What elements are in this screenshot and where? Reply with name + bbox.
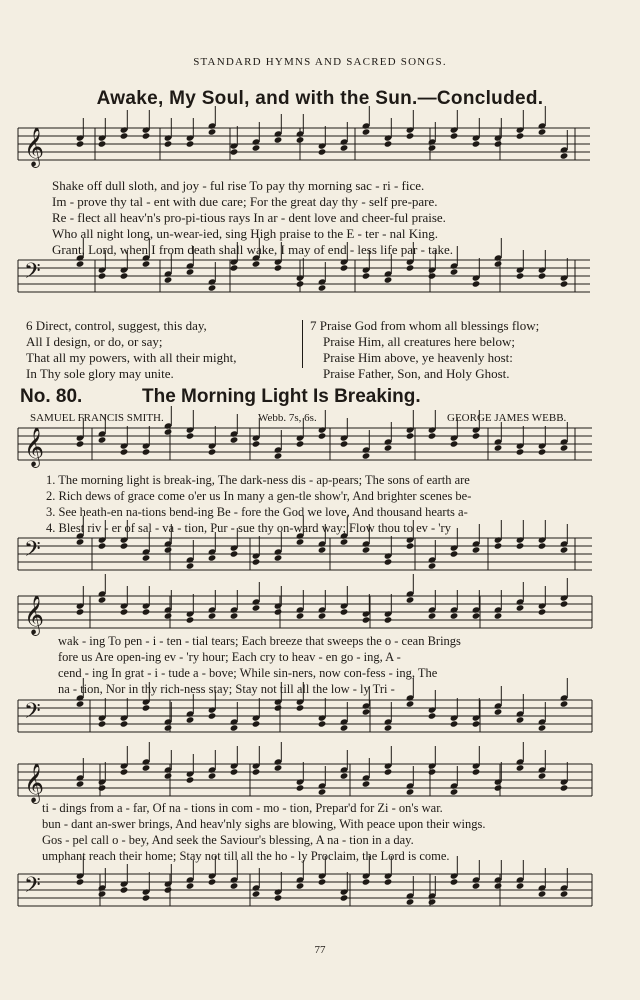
notehead [362,128,371,135]
lyric-line: Im - prove thy tal - ent with due care; For the great day thy - self pre-pare. [52,194,438,209]
notehead [252,440,261,447]
notehead [318,148,327,155]
notehead [318,878,327,885]
treble-clef-icon: 𝄞 [24,127,45,167]
verses-left [26,318,237,382]
notehead [362,616,371,623]
notehead [472,432,481,439]
notehead [560,152,569,159]
notehead [450,440,459,447]
notehead [296,784,305,791]
notehead [164,276,173,283]
notehead [340,772,349,779]
notehead [494,260,503,267]
notehead [252,260,261,267]
notehead [406,542,415,549]
notehead [98,720,107,727]
notehead [76,538,85,545]
lyric-line: umphant reach their home; Stay not till all the ho - ly Proclaim, the Lord is come. [42,849,450,863]
notehead [208,128,217,135]
notehead [76,140,85,147]
notehead [76,260,85,267]
notehead [208,448,217,455]
notehead [274,764,283,771]
notehead [538,448,547,455]
notehead [318,546,327,553]
notehead [296,538,305,545]
notehead [472,280,481,287]
lyric-line: ti - dings from a - far, Of na - tions in com - mo - tion, Prepar'd for Zi - on's war. [42,801,443,815]
lyric-line: fore us Are open-ing ev - 'ry hour; Each cry to heav - en go - ing, A - [58,650,401,664]
notehead [318,432,327,439]
lyric-line: Grant, Lord, when I from death shall wake, I may of end - less life par - take. [52,242,454,257]
notehead [98,542,107,549]
treble-clef-icon: 𝄞 [24,427,45,467]
bass-clef-icon: 𝄢 [24,259,41,289]
notehead [274,704,283,711]
notehead [560,700,569,707]
lyric-line: wak - ing To pen - i - ten - tial tears; Each breeze that sweeps the o - cean Brings [58,634,461,648]
notehead [516,716,525,723]
notehead [428,898,437,905]
verse-line: Praise Him above, ye heavenly host: [323,350,513,365]
notehead [428,432,437,439]
notehead [494,542,503,549]
notehead [384,444,393,451]
notehead [406,788,415,795]
running-header: STANDARD HYMNS AND SACRED SONGS. [193,56,447,68]
notehead [208,878,217,885]
notehead [164,140,173,147]
notehead [98,272,107,279]
notehead [384,616,393,623]
notehead [560,890,569,897]
notehead [164,546,173,553]
notehead [142,704,151,711]
bass-clef-icon: 𝄢 [24,699,41,729]
notehead [186,716,195,723]
notehead [472,546,481,553]
notehead [98,784,107,791]
notehead [428,712,437,719]
lyric-line: 2. Rich dews of grace come o'er us In many a gen-tle show'r, And brighter scenes be- [46,489,472,503]
notehead [318,720,327,727]
notehead [230,264,239,271]
notehead [142,764,151,771]
notehead [560,784,569,791]
notehead [450,720,459,727]
notehead [208,554,217,561]
notehead [406,432,415,439]
notehead [164,886,173,893]
lyric-line: Gos - pel call o - bey, And seek the Saviour's blessing, A na - tion in a day. [42,833,414,847]
notehead [450,612,459,619]
notehead [516,132,525,139]
notehead [120,720,129,727]
notehead [230,768,239,775]
notehead [472,768,481,775]
notehead [98,890,107,897]
notehead [164,724,173,731]
notehead [384,724,393,731]
notehead [296,882,305,889]
lyric-line: na - tion, Nor in thy rich-ness stay; Stay not till all the low - ly Tri - [58,682,395,696]
treble-clef-icon: 𝄞 [24,763,45,803]
notehead [274,136,283,143]
notehead [98,140,107,147]
notehead [76,700,85,707]
notehead [120,768,129,775]
notehead [230,882,239,889]
notehead [494,708,503,715]
notehead [516,272,525,279]
notehead [186,616,195,623]
notehead [318,612,327,619]
bass-clef-icon: 𝄢 [24,537,41,567]
notehead [494,140,503,147]
notehead [252,890,261,897]
notehead [384,140,393,147]
verse-line: Praise Him, all creatures here below; [323,334,516,349]
lyric-line: 3. See heath-en na-tions bend-ing Be - fore the God we love, And thousand hearts a- [46,505,468,519]
notehead [98,596,107,603]
hymn-author: SAMUEL FRANCIS SMITH. [30,412,164,424]
notehead [384,768,393,775]
notehead [186,140,195,147]
notehead [230,612,239,619]
notehead [274,452,283,459]
hymn-number: No. 80. [20,386,83,407]
notehead [186,432,195,439]
verse-divider [302,320,303,368]
notehead [252,720,261,727]
notehead [362,546,371,553]
notehead [428,768,437,775]
hymn-composer: GEORGE JAMES WEBB. [447,412,567,424]
notehead [406,700,415,707]
notehead [230,436,239,443]
notehead [538,890,547,897]
notehead [560,444,569,451]
page-number: 77 [314,944,326,956]
notehead [230,724,239,731]
notehead [318,284,327,291]
lyric-line: Who all night long, un-wear-ied, sing High praise to the E - ter - nal King. [52,226,439,241]
hymn-tune: Webb. 7s, 6s. [258,412,317,424]
notehead [538,542,547,549]
notehead [472,882,481,889]
notehead [428,612,437,619]
notehead [538,608,547,615]
notehead [494,612,503,619]
notehead [252,604,261,611]
notehead [274,264,283,271]
verse-line: Praise Father, Son, and Holy Ghost. [323,366,510,381]
notehead [362,708,371,715]
notehead [186,776,195,783]
notehead [142,132,151,139]
notehead [164,428,173,435]
notehead [274,554,283,561]
hymn2-system1-lyrics [46,472,471,536]
notehead [208,284,217,291]
lyric-line: 1. The morning light is break-ing, The dark-ness dis - ap-pears; The sons of earth are [46,473,470,487]
notehead [560,546,569,553]
verse-line: That all my powers, with all their might, [26,350,237,365]
notehead [516,604,525,611]
notehead [340,724,349,731]
notehead [428,272,437,279]
lyric-line: 4. Blest riv - er of sal - va - tion, Pur - sue thy on-ward way; Flow thou to ev - 'ry [46,521,451,535]
notehead [538,772,547,779]
notehead [428,144,437,151]
notehead [164,772,173,779]
notehead [164,612,173,619]
notehead [142,448,151,455]
notehead [76,440,85,447]
lyric-line: Shake off dull sloth, and joy - ful rise To pay thy morning sac - ri - fice. [52,178,425,193]
notehead [450,268,459,275]
notehead [120,448,129,455]
notehead [362,452,371,459]
hymn2-system2-lyrics [58,633,461,697]
verse-line: 6 Direct, control, suggest, this day, [26,318,207,333]
notehead [560,600,569,607]
lyric-line: Re - flect all heav'n's pro-pi-tious rays In ar - dent love and cheer-ful praise. [52,210,446,225]
notehead [142,260,151,267]
notehead [538,272,547,279]
notehead [186,268,195,275]
notehead [340,144,349,151]
hymn-title-awake: Awake, My Soul, and with the Sun.—Concluded. [96,88,544,109]
notehead [252,144,261,151]
notehead [142,608,151,615]
notehead [560,280,569,287]
notehead [296,136,305,143]
notehead [340,894,349,901]
notehead [406,264,415,271]
verses-right [310,318,539,382]
notehead [76,608,85,615]
notehead [274,894,283,901]
notehead [208,612,217,619]
notehead [208,772,217,779]
treble-clef-icon: 𝄞 [24,595,45,635]
notehead [494,444,503,451]
notehead [384,558,393,565]
notehead [406,596,415,603]
notehead [230,148,239,155]
notehead [450,132,459,139]
notehead [340,608,349,615]
verse-line: All I design, or do, or say; [26,334,163,349]
notehead [516,542,525,549]
notehead [494,784,503,791]
notehead [318,788,327,795]
notehead [208,712,217,719]
notehead [450,878,459,885]
notehead [120,542,129,549]
notehead [296,440,305,447]
notehead [384,878,393,885]
bass-clef-icon: 𝄢 [24,873,41,903]
notehead [472,612,481,619]
notehead [516,764,525,771]
notehead [340,440,349,447]
notehead [516,882,525,889]
notehead [76,878,85,885]
notehead [340,264,349,271]
lyric-line: cend - ing In grat - i - tude a - bove; While sin-ners, now con-fess - ing, The [58,666,438,680]
notehead [296,612,305,619]
notehead [296,280,305,287]
hymn-title-morning-light: The Morning Light Is Breaking. [142,386,421,407]
verse-line: In Thy sole glory may unite. [26,366,174,381]
notehead [274,608,283,615]
notehead [538,724,547,731]
notehead [186,562,195,569]
notehead [120,608,129,615]
notehead [362,780,371,787]
notehead [428,562,437,569]
notehead [406,132,415,139]
notehead [296,704,305,711]
verse-line: 7 Praise God from whom all blessings flow; [310,318,540,333]
notehead [406,898,415,905]
notehead [230,550,239,557]
notehead [120,272,129,279]
notehead [120,132,129,139]
hymn2-system3-lyrics [42,800,485,864]
hymn1-lyrics-block [52,178,453,258]
notehead [98,436,107,443]
notehead [384,276,393,283]
notehead [76,780,85,787]
notehead [142,554,151,561]
notehead [450,788,459,795]
notehead [472,140,481,147]
notehead [538,128,547,135]
notehead [494,882,503,889]
notehead [516,448,525,455]
notehead [252,768,261,775]
lyric-line: bun - dant an-swer brings, And heav'nly sighs are blowing, With peace upon their wings. [42,817,486,831]
notehead [472,720,481,727]
notehead [362,878,371,885]
notehead [186,882,195,889]
notehead [142,894,151,901]
notehead [450,550,459,557]
notehead [252,558,261,565]
notehead [340,538,349,545]
notehead [120,886,129,893]
notehead [362,272,371,279]
